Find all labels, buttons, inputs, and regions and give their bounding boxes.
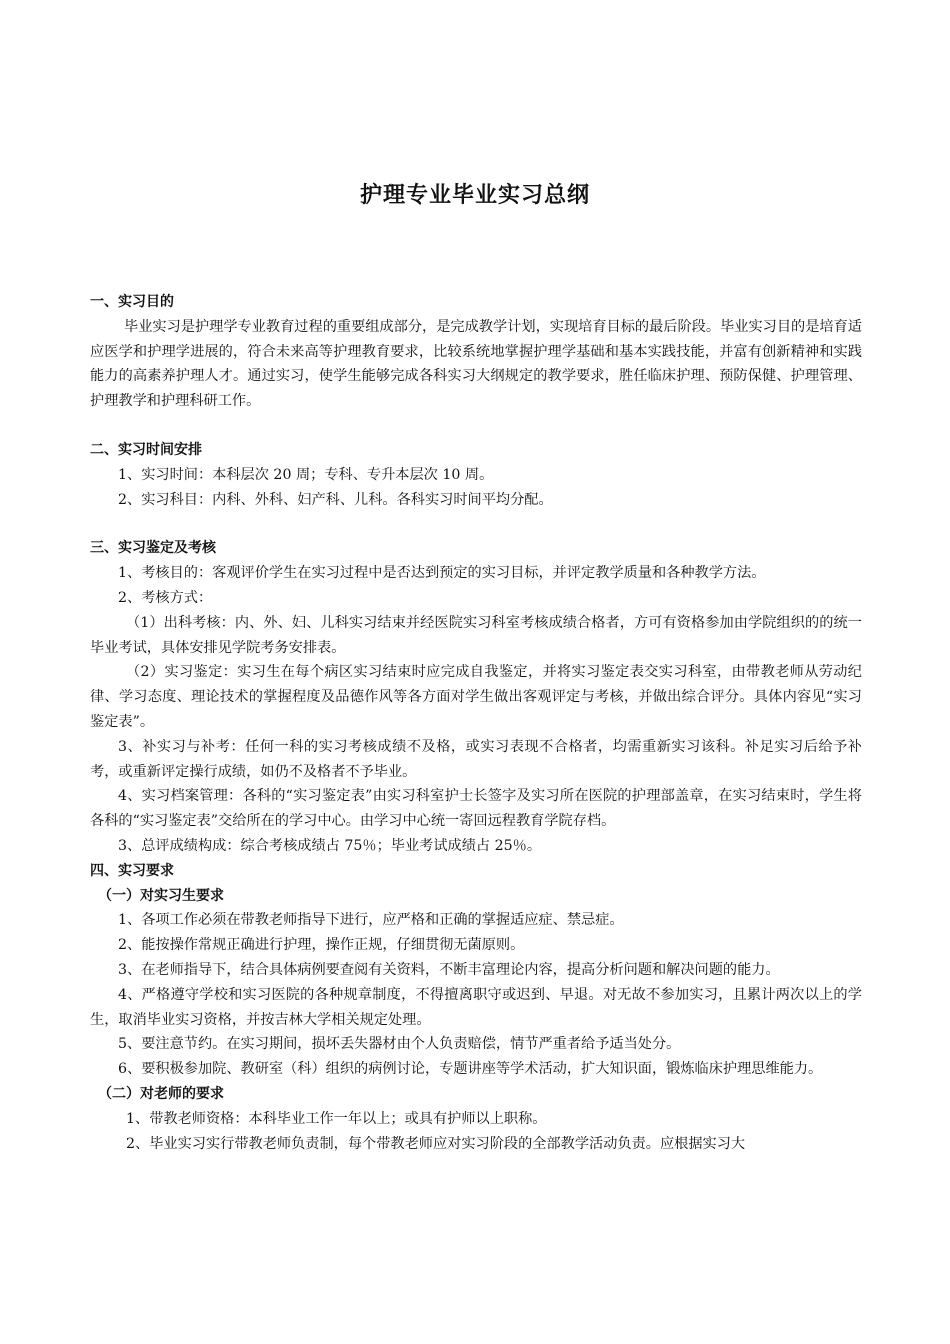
list-item: 1、带教老师资格：本科毕业工作一年以上；或具有护师以上职称。 — [126, 1110, 547, 1127]
list-item: 4、实习档案管理：各科的“实习鉴定表”由实习科室护士长签字及实习所在医院的护理部盖章，在实习结束时，学生将各科的“实习鉴定表”交给所在的学习中心。由学习中心统一寄回远程教育学院存档。 — [90, 788, 862, 830]
section-paragraph-purpose: 毕业实习是护理学专业教育过程的重要组成部分，是完成教学计划，实现培育目标的最后阶段。毕业实习目的是培育适应医学和护理学进展的，符合未来高等护理教育要求，比较系统地掌握护理学基础和基本实践技能，并富有创新精神和实践能力的高素养护理人才。通过实习，使学生能够完成各科实习大纲规定的教学要求，胜任临床护理、预防保健、护理管理、护理教学和护理科研工作。 — [90, 318, 862, 410]
list-item: 5、要注意节约。在实习期间，损坏丢失器材由个人负责赔偿，情节严重者给予适当处分。 — [118, 1036, 681, 1053]
list-item: 2、考核方式： — [118, 589, 213, 606]
list-item: 6、要积极参加院、教研室（科）组织的病例讨论，专题讲座等学术活动，扩大知识面，锻炼临床护理思维能力。 — [118, 1061, 823, 1078]
section-heading-purpose: 一、实习目的 — [90, 294, 174, 310]
subsection-heading-students: （一）对实习生要求 — [98, 887, 224, 904]
list-item: 1、考核目的：客观评价学生在实习过程中是否达到预定的实习目标，并评定教学质量和各种教学方法。 — [118, 565, 766, 582]
document-title: 护理专业毕业实习总纲 — [359, 183, 590, 208]
list-item: 1、实习时间：本科层次 20 周；专科、专升本层次 10 周。 — [118, 466, 494, 483]
list-item: 3、补实习与补考：任何一科的实习考核成绩不及格，或实习表现不合格者，均需重新实习该科。补足实习后给予补考，或重新评定操行成绩，如仍不及格者不予毕业。 — [90, 738, 862, 780]
list-item: （2）实习鉴定：实习生在每个病区实习结束时应完成自我鉴定，并将实习鉴定表交实习科室，由带教老师从劳动纪律、学习态度、理论技术的掌握程度及品德作风等各方面对学生做出客观评定与考核，并做出综合评分。具体内容见“实习鉴定表”。 — [90, 664, 862, 730]
list-item: 3、总评成绩构成：综合考核成绩占 75％；毕业考试成绩占 25％。 — [118, 837, 542, 854]
list-item: 2、实习科目：内科、外科、妇产科、儿科。各科实习时间平均分配。 — [118, 491, 553, 508]
list-item: 1、各项工作必须在带教老师指导下进行，应严格和正确的掌握适应症、禁忌症。 — [118, 912, 624, 929]
list-item: 2、能按操作常规正确进行护理，操作正规，仔细贯彻无菌原则。 — [118, 937, 525, 954]
list-item: 4、严格遵守学校和实习医院的各种规章制度，不得擅离职守或迟到、早退。对无故不参加实习，且累计两次以上的学生，取消毕业实习资格，并按吉林大学相关规定处理。 — [90, 986, 862, 1028]
document-body — [90, 290, 862, 1156]
list-item: 2、毕业实习实行带教老师负责制，每个带教老师应对实习阶段的全部教学活动负责。应根据实习大 — [126, 1135, 746, 1152]
list-item: 3、在老师指导下，结合具体病例要查阅有关资料，不断丰富理论内容，提高分析问题和解决问题的能力。 — [118, 961, 780, 978]
list-item: （1）出科考核：内、外、妇、儿科实习结束并经医院实习科室考核成绩合格者，方可有资格参加由学院组织的的统一毕业考试，具体安排见学院考务安排表。 — [90, 614, 862, 656]
subsection-heading-teachers: （二）对老师的要求 — [98, 1085, 224, 1102]
section-heading-assessment: 三、实习鉴定及考核 — [90, 540, 216, 557]
section-heading-schedule: 二、实习时间安排 — [90, 441, 202, 458]
section-heading-requirements: 四、实习要求 — [90, 862, 174, 879]
